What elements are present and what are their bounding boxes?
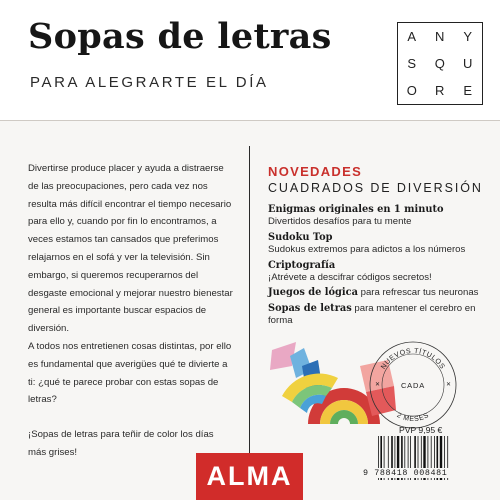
description-tagline: ¡Sopas de letras para teñir de color los días más grises! <box>28 429 214 458</box>
book-description: ¡Atrévete a descifrar códigos secretos! <box>268 272 432 284</box>
logo-letter: A <box>407 29 417 44</box>
anysquore-logo <box>397 22 483 105</box>
logo-letter: Q <box>434 56 446 71</box>
book-title: Sopas de letras <box>28 16 332 57</box>
book-description: para refrescar tus neuronas <box>360 287 479 299</box>
badge-bottom-text: 2 MESES <box>395 411 431 424</box>
book-name: Criptografía <box>268 259 336 271</box>
header-divider <box>0 120 500 121</box>
logo-letter: Y <box>463 29 473 44</box>
book-subtitle: PARA ALEGRARTE EL DÍA <box>30 74 269 91</box>
description-paragraph: A todos nos entretienen cosas distintas, por ello es fundamental que averigües qué te divierte a ti: ¿qué te parece probar con estas sopas de letras? <box>28 340 232 406</box>
book-name: Juegos de lógica <box>268 287 358 299</box>
header <box>0 0 500 120</box>
news-subtitle: CUADRADOS DE DIVERSIÓN <box>268 181 483 195</box>
book-name: Sudoku Top <box>268 231 333 243</box>
isbn-digits: 9 788418 008481 <box>363 468 483 478</box>
logo-letter: U <box>463 56 473 71</box>
book-name: Enigmas originales en 1 minuto <box>268 204 444 215</box>
book-item <box>268 287 483 299</box>
book-description: Divertidos desafíos para tu mente <box>268 216 412 228</box>
book-item <box>268 303 483 328</box>
logo-letter: N <box>435 29 445 44</box>
book-description: para mantener el cerebro en forma <box>268 302 476 327</box>
logo-letter: R <box>435 83 445 98</box>
book-item <box>268 232 483 257</box>
book-name: Sopas de letras <box>268 302 352 314</box>
badge-top-text: NUEVOS TÍTULOS <box>380 347 446 371</box>
book-item <box>268 260 483 285</box>
logo-letter: S <box>407 56 417 71</box>
new-titles-badge <box>368 340 458 430</box>
svg-text:NUEVOS TÍTULOS <box>380 347 446 371</box>
svg-text:2 MESES <box>396 412 431 423</box>
description-paragraph: Divertirse produce placer y ayuda a distraerse de las preocupaciones, pero cada vez nos resulta más difícil encontrar el tiempo necesario para ello y, cuando por fin lo encontramos, a veces estamos tan cansados que preferimos relajarnos en el sofá y ver la televisión. Sin embargo, si queremos recuperarnos del desgaste emocional y mejorar nuestro bienestar general es importante buscar espacios de diversión. <box>28 163 233 335</box>
book-description: Sudokus extremos para adictos a los números <box>268 244 466 256</box>
svg-text:✕: ✕ <box>375 382 381 388</box>
logo-letter: E <box>463 83 473 98</box>
price-label: PVP 9,95 € <box>399 425 443 435</box>
column-divider <box>249 146 250 456</box>
logo-letter: O <box>406 83 418 98</box>
svg-text:✕: ✕ <box>446 382 452 388</box>
book-list <box>268 204 483 331</box>
book-item <box>268 204 483 229</box>
description-column <box>28 160 233 462</box>
publisher-logo: ALMA <box>196 453 303 500</box>
badge-middle-text: CADA <box>400 381 426 390</box>
news-title: NOVEDADES <box>268 164 363 179</box>
